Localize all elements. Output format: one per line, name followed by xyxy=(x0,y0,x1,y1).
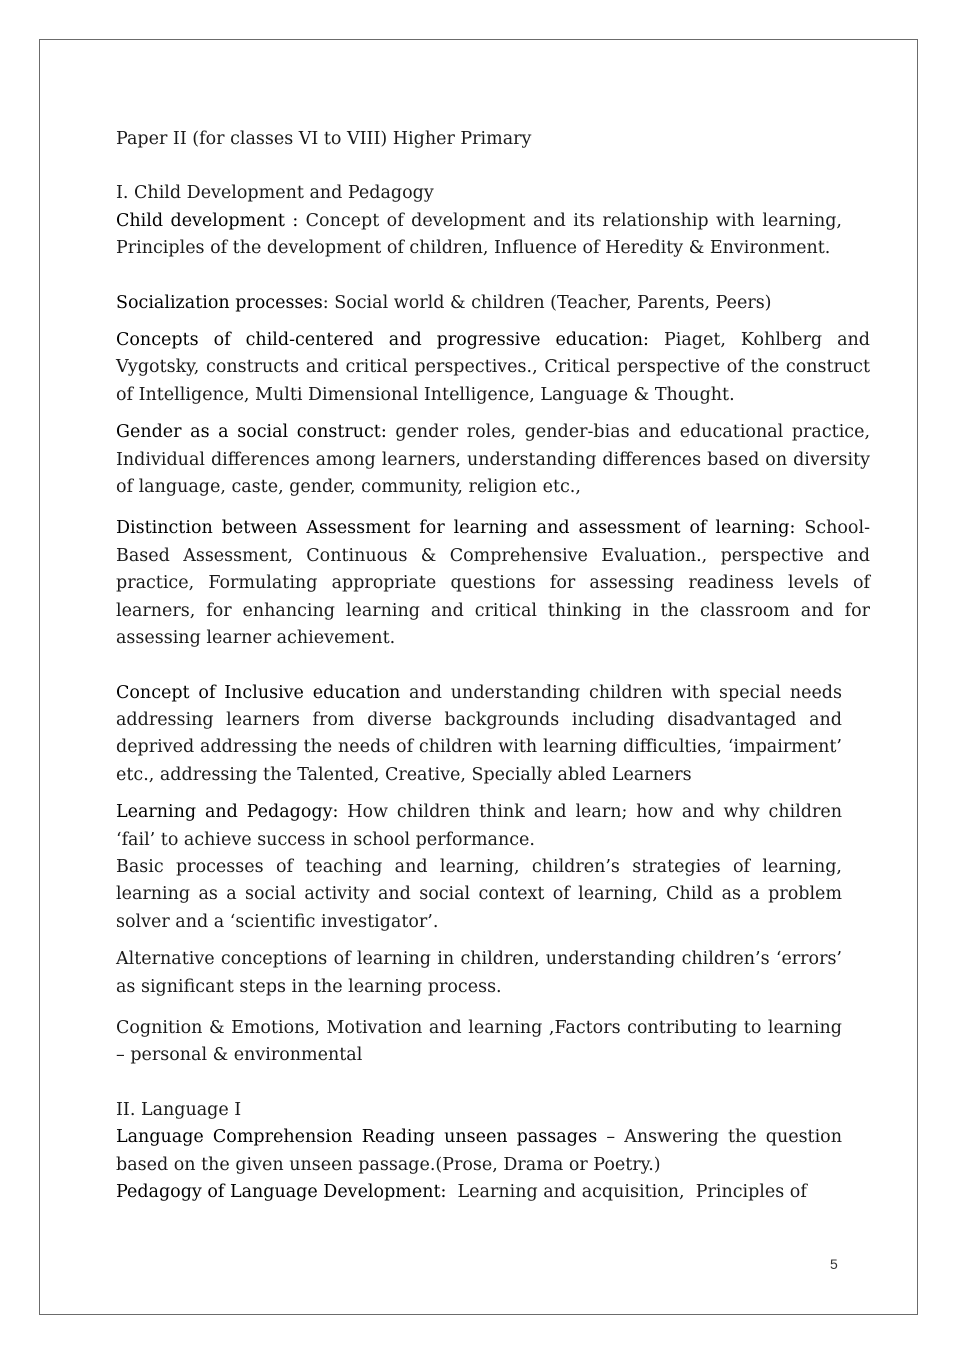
term-text: gender roles, gender-bias and educational practice, Individual differences among learners, understanding differences based on diversity of language, caste, gender, community, religion etc., xyxy=(116,422,871,498)
term-label: Learning and Pedagogy: xyxy=(116,802,339,823)
term-text: Piaget, Kohlberg and Vygotsky, constructs and critical perspectives., Critical perspective of the construct of Intelligence, Multi Dimensional Intelligence, Language & Thought. xyxy=(116,330,870,405)
paragraph-language-comprehension xyxy=(116,1124,842,1179)
page-number: 5 xyxy=(830,1256,838,1272)
term-text: How children think and learn; how and why children ‘fail’ to achieve success in school performance. xyxy=(116,802,842,850)
term-label: Concepts of child-centered and progressive education: xyxy=(116,330,649,351)
term-label: Child development : xyxy=(116,210,306,231)
term-label: Pedagogy of Language Development: xyxy=(116,1182,447,1202)
paragraph-child-centered xyxy=(116,327,870,409)
term-text: : Social world & children (Teacher, Parents, Peers) xyxy=(322,292,772,313)
section-heading-child-development: I. Child Development and Pedagogy xyxy=(116,183,434,204)
term-label: Concept of Inclusive education xyxy=(116,682,401,703)
paragraph-basic-processes: Basic processes of teaching and learning, children’s strategies of learning, learning as a social activity and social context of learning, Child as a problem solver and a ‘scientific investigator’. xyxy=(116,856,842,932)
term-text: and understanding children with special needs addressing learners from diverse backgrounds including disadvantaged and deprived addressing the needs of children with learning difficulties, ‘impairment’ etc., addressing the Talented, Creative, Specially abled Learners xyxy=(116,682,842,785)
paragraph-language-pedagogy xyxy=(116,1179,842,1206)
paragraph-alternative-conceptions: Alternative conceptions of learning in children, understanding children’s ‘errors’ as significant steps in the learning process. xyxy=(116,949,842,997)
paragraph-socialization xyxy=(116,290,870,317)
section-heading-language: II. Language I xyxy=(116,1099,242,1120)
term-label: Gender as a social construct: xyxy=(116,422,387,443)
paragraph-assessment xyxy=(116,515,870,652)
paragraph-inclusive-education xyxy=(116,680,842,790)
paragraph-learning-pedagogy xyxy=(116,799,842,854)
term-text: Learning and acquisition, Principles of xyxy=(446,1182,807,1202)
paragraph-cognition: Cognition & Emotions, Motivation and learning ,Factors contributing to learning – personal & environmental xyxy=(116,1017,842,1066)
term-label: Language Comprehension Reading unseen passages xyxy=(116,1127,598,1148)
term-text: Concept of development and its relationship with learning, Principles of the development of children, Influence of Heredity & Environment. xyxy=(116,210,842,259)
term-text: – Answering the question based on the given unseen passage.(Prose, Drama or Poetry.) xyxy=(116,1127,842,1175)
paragraph-gender xyxy=(116,419,870,501)
paragraph-child-development xyxy=(116,208,842,263)
term-label: Socialization processes xyxy=(116,292,323,313)
paper-title: Paper II (for classes VI to VIII) Higher Primary xyxy=(116,129,532,149)
document-body xyxy=(116,126,870,1206)
term-text: School-Based Assessment, Continuous & Comprehensive Evaluation., perspective and practice, Formulating appropriate questions for assessing readiness levels of learners, for enhancing learning and critical thinking in the classroom and for assessing learner achievement. xyxy=(116,518,870,649)
term-label: Distinction between Assessment for learning and assessment of learning: xyxy=(116,518,796,539)
